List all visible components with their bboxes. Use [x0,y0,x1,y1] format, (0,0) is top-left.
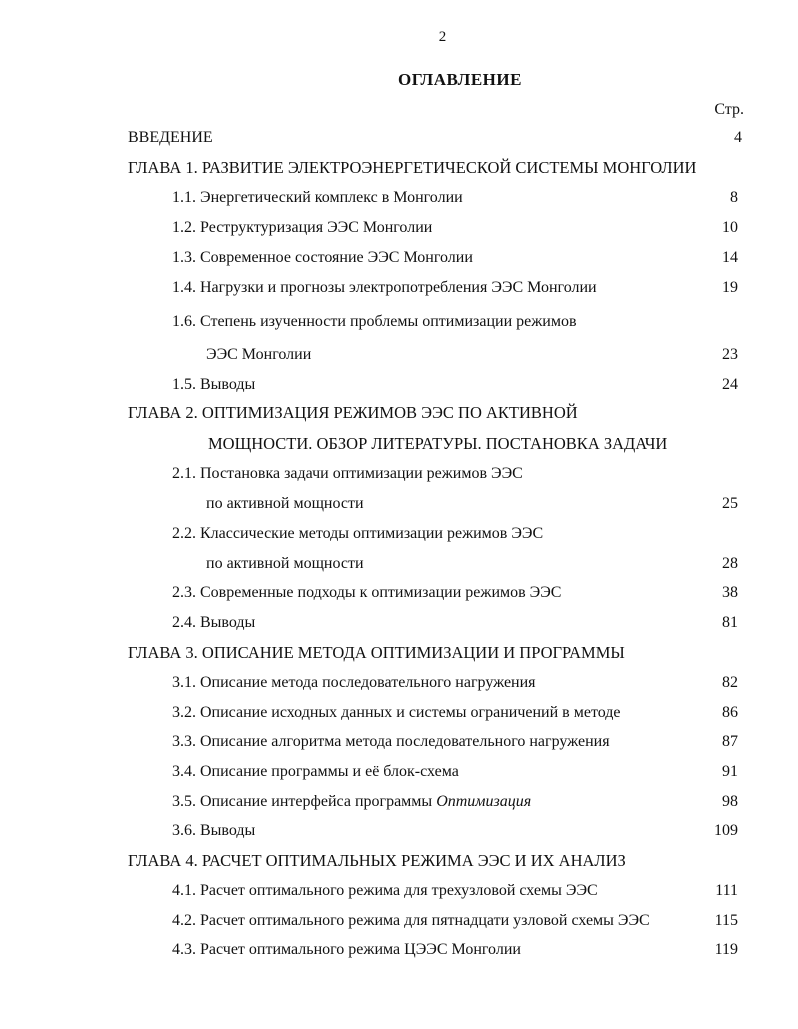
toc-chapter-label: ГЛАВА 3. ОПИСАНИЕ МЕТОДА ОПТИМИЗАЦИИ И ПРОГРАММЫ [128,643,625,662]
toc-entry-label [172,790,531,814]
pages-column-label: Стр. [714,101,744,118]
toc-entry-label: по активной мощности [206,555,364,572]
toc-chapter-label: МОЩНОСТИ. ОБЗОР ЛИТЕРАТУРЫ. ПОСТАНОВКА ЗАДАЧИ [208,434,668,453]
toc-entry-label: 4.3. Расчет оптимального режима ЦЭЭС Монголии [172,941,521,958]
toc-entry-page: 4 [734,129,742,146]
toc-entry-page: 87 [722,733,738,750]
toc-entry-label: 1.6. Степень изученности проблемы оптимизации режимов [172,313,577,330]
toc-entry-3-2[interactable] [172,701,738,725]
toc-entry-page: 86 [722,704,738,721]
toc-entry-1-6-cont[interactable] [206,343,738,367]
toc-entry-page: 115 [714,912,738,929]
toc-entry-label: ВВЕДЕНИЕ [128,129,213,146]
toc-entry-page: 14 [722,249,738,266]
toc-entry-label: 1.5. Выводы [172,376,256,393]
toc-entry-1-5[interactable] [172,373,738,397]
toc-entry-label: 1.2. Реструктуризация ЭЭС Монголии [172,219,433,236]
toc-entry-2-3[interactable] [172,581,738,605]
toc-entry-3-4[interactable] [172,760,738,784]
toc-entry-label: 1.3. Современное состояние ЭЭС Монголии [172,249,473,266]
toc-chapter-2[interactable] [128,401,742,425]
page-number: 2 [438,29,447,45]
toc-entry-2-2-cont[interactable] [206,552,738,576]
toc-entry-1-4[interactable] [172,276,738,300]
toc-entry-label: 4.1. Расчет оптимального режима для трехузловой схемы ЭЭС [172,882,598,899]
toc-entry-3-3[interactable] [172,730,738,754]
toc-entry-page: 109 [714,822,738,839]
toc-entry-label: 4.2. Расчет оптимального режима для пятнадцати узловой схемы ЭЭС [172,912,650,929]
toc-chapter-label: ГЛАВА 2. ОПТИМИЗАЦИЯ РЕЖИМОВ ЭЭС ПО АКТИВНОЙ [128,403,578,422]
toc-entry-4-1[interactable] [172,879,738,903]
toc-entry-label-text: 3.5. Описание интерфейса программы [172,793,437,810]
toc-entry-3-1[interactable] [172,671,738,695]
toc-entry-page: 81 [722,614,738,631]
program-name: Оптимизация [436,793,532,810]
toc-entry-4-3[interactable] [172,938,738,962]
toc-chapter-2-cont[interactable] [208,432,742,456]
toc-entry-label: 2.1. Постановка задачи оптимизации режимов ЭЭС [172,465,523,482]
toc-entry-page: 98 [722,793,738,810]
page-title: ОГЛАВЛЕНИЕ [398,70,522,89]
toc-entry-label: 2.2. Классические методы оптимизации режимов ЭЭС [172,525,544,542]
toc-entry-label: 2.4. Выводы [172,614,256,631]
toc-entry-intro[interactable] [128,126,742,150]
toc-entry-4-2[interactable] [172,909,738,933]
toc-entry-label: 1.1. Энергетический комплекс в Монголии [172,189,463,206]
toc-entry-2-1-cont[interactable] [206,492,738,516]
toc-entry-label: 3.4. Описание программы и её блок-схема [172,763,459,780]
toc-entry-page: 8 [730,189,738,206]
toc-chapter-label: ГЛАВА 1. РАЗВИТИЕ ЭЛЕКТРОЭНЕРГЕТИЧЕСКОЙ СИСТЕМЫ МОНГОЛИИ [128,158,697,177]
toc-entry-1-1[interactable] [172,186,738,210]
toc-entry-label: 3.6. Выводы [172,822,256,839]
toc-entry-page: 82 [722,674,738,691]
toc-entry-page: 24 [722,376,738,393]
toc-entry-page: 19 [722,279,738,296]
toc-entry-label: 3.3. Описание алгоритма метода последовательного нагружения [172,733,610,750]
toc-entry-page: 38 [722,584,738,601]
toc-entry-2-4[interactable] [172,611,738,635]
toc-entry-3-6[interactable] [172,819,738,843]
toc-entry-page: 111 [715,882,738,899]
toc-entry-label: 1.4. Нагрузки и прогнозы электропотребления ЭЭС Монголии [172,279,597,296]
toc-chapter-label: ГЛАВА 4. РАСЧЕТ ОПТИМАЛЬНЫХ РЕЖИМА ЭЭС И ИХ АНАЛИЗ [128,851,626,870]
toc-entry-page: 91 [722,763,738,780]
toc-entry-3-5[interactable] [172,790,738,814]
toc-entry-2-2[interactable] [172,522,738,546]
toc-entry-1-6[interactable] [172,310,738,334]
toc-entry-2-1[interactable] [172,462,738,486]
toc-entry-page: 119 [714,941,738,958]
toc-chapter-3[interactable] [128,641,742,665]
toc-entry-1-3[interactable] [172,246,738,270]
toc-entry-page: 23 [722,346,738,363]
toc-entry-page: 25 [722,495,738,512]
toc-chapter-4[interactable] [128,849,742,873]
toc-entry-label: ЭЭС Монголии [206,346,312,363]
toc-entry-label: 3.1. Описание метода последовательного нагружения [172,674,536,691]
toc-entry-label: 3.2. Описание исходных данных и системы ограничений в методе [172,704,621,721]
toc-entry-page: 10 [722,219,738,236]
toc-entry-page: 28 [722,555,738,572]
toc-chapter-1[interactable] [128,156,742,180]
toc-entry-label: 2.3. Современные подходы к оптимизации режимов ЭЭС [172,584,562,601]
toc-entry-label: по активной мощности [206,495,364,512]
toc-entry-1-2[interactable] [172,216,738,240]
